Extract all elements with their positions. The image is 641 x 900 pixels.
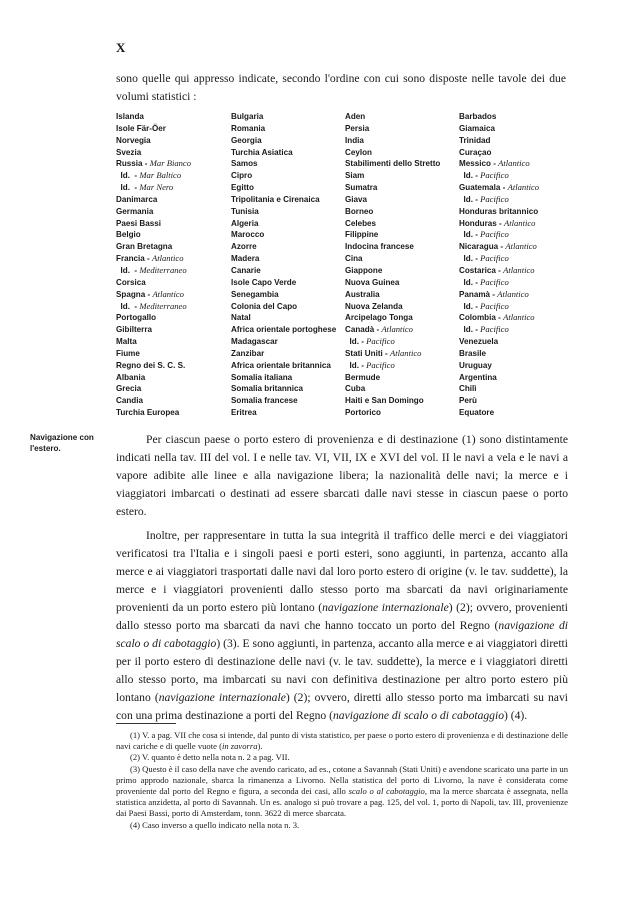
country-entry [231,158,336,170]
country-name: Egitto [231,183,254,193]
country-name: Argentina [459,372,497,382]
country-name: Somalia francese [231,396,298,406]
country-entry [459,360,539,372]
country-entry [459,348,539,360]
country-name: Guatemala - [459,183,508,193]
country-entry [116,218,191,230]
country-entry [459,194,539,206]
country-entry [345,241,440,253]
country-entry [459,336,539,348]
emphasis: navigazione internazionale [322,601,449,614]
country-entry [116,289,191,301]
country-entry [116,407,191,419]
country-name: Portorico [345,408,381,418]
country-name: Sumatra [345,183,378,193]
country-name: Isole Fär-Öer [116,123,166,133]
country-entry [116,147,191,159]
country-name: Senegambia [231,289,279,299]
country-entry [231,372,336,384]
footnote-3: (3) Questo è il caso della nave che avendo caricato, ad es., cotone a Savannah (Stati Uniti) e avendone scaricato una parte in un primo approdo nazionale, sbarca la rimanenza a Livorno. Nella statistica del porto di Livorno, la nave è considerata come proveniente dal porto del Regno e figura, a seconda dei casi, allo scalo o al cabotaggio, ma la merce sbarcata è assegnata, nella statistica anzidetta, al porto di Savannah. Un es. analogo si può trovare a pag. 125, del vol. 1, porto di Napoli, tav. III, provenienze dai Paesi Bassi, porto di Amsterdam, tonn. 3622 di merce sbarcata. [116,763,568,819]
country-name: Colombia - [459,313,504,323]
country-entry [345,324,440,336]
country-entry [345,407,440,419]
country-entry [116,123,191,135]
country-entry [231,289,336,301]
country-entry [459,241,539,253]
country-entry [459,407,539,419]
country-name: Panamà - [459,289,498,299]
country-name: Honduras britannico [459,206,539,216]
country-name: Celebes [345,218,377,228]
country-entry [231,135,336,147]
country-entry [459,170,539,182]
country-entry [459,123,539,135]
country-name: Natal [231,313,251,323]
country-name: Id. - [116,171,140,181]
country-name: Fiume [116,348,140,358]
country-entry [459,135,539,147]
country-name: Id. - [116,265,140,275]
country-name: Romania [231,123,266,133]
country-name: Azorre [231,242,257,252]
country-entry [345,229,440,241]
country-name: Ceylon [345,147,372,157]
country-entry [345,218,440,230]
country-entry [459,206,539,218]
country-name: Turchia Asiatica [231,147,293,157]
country-name: Id. - [459,325,481,335]
emphasis: navigazione di scalo o di cabotaggio [333,709,504,722]
paragraph-1: Per ciascun paese o porto estero di provenienza e di destinazione (1) sono distintamente indicati nella tav. III del vol. I e nelle tav. VI, VII, IX e XVI del vol. II le navi a vela e le navi a vapore adibite alle linee e alla navigazione libera; la nazionalità delle navi; la merce e i viaggiatori imbarcati o destinati ad essere sbarcati dalle navi stesse in ciascun paese o porto estero. [116,433,568,518]
country-name: Cuba [345,384,366,394]
country-name: Eritrea [231,408,257,418]
country-entry [459,182,539,194]
country-name: Grecia [116,384,142,394]
sea-qualifier: Mediterraneo [139,264,187,275]
country-name: Id. - [459,171,481,181]
sea-qualifier: Atlantico [381,324,413,335]
country-name: Cipro [231,171,253,181]
sea-qualifier: Atlantico [503,217,536,228]
country-entry [231,312,336,324]
country-name: Messico - [459,159,499,169]
country-entry [231,147,336,159]
footnote-1: (1) V. a pag. VII che cosa si intende, dal punto di vista statistico, per paese o porto estero di provenienza e di destinazione delle navi cariche e di quelle vuote (in zavorra). [116,730,568,752]
country-name: Africa orientale britannica [231,360,331,370]
country-column-3 [345,111,440,419]
country-entry [345,147,440,159]
country-name: Nuova Guinea [345,277,400,287]
country-entry [345,194,440,206]
country-name: Colonia del Capo [231,301,298,311]
country-name: Nuova Zelanda [345,301,403,311]
footnote-2: (2) V. quanto è detto nella nota n. 2 a pag. VII. [130,752,290,763]
country-name: Madagascar [231,337,278,347]
sea-qualifier: Atlantico [151,253,184,264]
country-entry [116,206,191,218]
country-name: Haiti e San Domingo [345,396,424,406]
footnote-4: (4) Caso inverso a quello indicato nella nota n. 3. [130,819,300,830]
sea-qualifier: Pacifico [366,336,395,347]
country-name: Cina [345,254,363,264]
country-name: Venezuela [459,337,499,347]
country-entry [231,407,336,419]
sea-qualifier: Mar Bianco [149,158,192,169]
country-entry [116,158,191,170]
sea-qualifier: Atlantico [389,347,422,358]
country-entry [116,360,191,372]
country-name: Bulgaria [231,112,264,121]
country-name: Russia - [116,159,150,169]
country-column-4 [459,111,539,419]
country-name: Madera [231,254,260,264]
country-entry [116,170,191,182]
country-name: Filippine [345,230,379,240]
country-name: Somalia britannica [231,384,303,394]
country-entry [345,170,440,182]
country-entry [116,253,191,265]
country-name: Belgio [116,230,141,240]
country-entry [116,395,191,407]
country-name: Samos [231,159,258,169]
country-entry [116,135,191,147]
country-entry [231,360,336,372]
country-entry [345,383,440,395]
country-name: Canadà - [345,325,382,335]
country-name: Aden [345,112,366,121]
country-column-2 [231,111,336,419]
country-name: Tunisia [231,206,259,216]
country-entry [231,336,336,348]
country-name: Svezia [116,147,142,157]
country-name: Algeria [231,218,259,228]
country-entry [459,395,539,407]
country-name: Gibilterra [116,325,152,335]
sea-qualifier: Pacifico [366,359,395,370]
country-name: Georgia [231,135,262,145]
country-entry [345,206,440,218]
country-name: Corsica [116,277,146,287]
country-entry [231,324,336,336]
country-entry [231,253,336,265]
country-name: Giava [345,194,368,204]
country-entry [116,111,191,123]
country-name: Trinidad [459,135,491,145]
country-entry [345,123,440,135]
country-name: Spagna - [116,289,153,299]
country-entry [345,301,440,313]
country-entry [345,135,440,147]
country-entry [459,277,539,289]
body-text [116,431,568,725]
country-entry [459,218,539,230]
country-name: Stabilimenti dello Stretto [345,159,441,169]
country-entry [116,277,191,289]
country-entry [345,158,440,170]
country-entry [459,147,539,159]
country-entry [345,289,440,301]
country-entry [116,229,191,241]
country-name: Id. - [459,254,481,264]
country-name: Costarica - [459,265,504,275]
country-entry [345,348,440,360]
country-name: Indocina francese [345,242,414,252]
footnotes [116,730,568,831]
country-entry [345,336,440,348]
country-name: Id. - [345,337,367,347]
country-column-1 [116,111,191,419]
country-entry [231,383,336,395]
country-entry [116,383,191,395]
country-name: Isole Capo Verde [231,277,297,287]
country-name: Germania [116,206,154,216]
country-entry [231,206,336,218]
country-entry [345,277,440,289]
country-entry [231,241,336,253]
country-entry [459,253,539,265]
sea-qualifier: Mar Baltico [139,170,182,181]
country-entry [345,253,440,265]
country-entry [231,395,336,407]
footnote-divider [116,723,176,724]
country-entry [116,372,191,384]
sea-qualifier: Atlantico [498,158,530,169]
country-name: Id. - [345,360,367,370]
country-entry [231,301,336,313]
country-entry [116,194,191,206]
country-entry [231,277,336,289]
country-entry [116,324,191,336]
country-entry [459,265,539,277]
emphasis: navigazione internazionale [158,691,286,704]
country-name: Zanzibar [231,348,265,358]
country-name: Siam [345,171,365,181]
country-name: Albania [116,372,146,382]
country-entry [345,395,440,407]
sea-qualifier: Pacifico [480,300,509,311]
country-name: Id. - [459,230,481,240]
intro-text: sono quelle qui appresso indicate, secondo l'ordine con cui sono disposte nelle tavole dei due volumi statistici : [116,72,566,103]
country-name: Arcipelago Tonga [345,313,413,323]
country-entry [345,265,440,277]
paragraph-2: Inoltre, per rappresentare in tutta la sua integrità il traffico delle merci e dei viaggiatori verificatosi tra l'Italia e i singoli paesi e porti esteri, sono aggiunti, in partenza, accanto alla merce e ai viaggiatori trasportati dalle navi dal loro porto estero di origine (v. le tav. suddette), la merce e i viaggiatori provenienti dallo stesso porto ma sbarcati da navi originariamente provenienti da un porto estero più lontano (navigazione internazionale) (2); ovvero, provenienti dallo stesso porto ma sbarcati da navi che hanno toccato un porto del Regno (navigazione di scalo o di cabotaggio) (3). E sono aggiunti, in partenza, accanto alla merce e ai viaggiatori diretti per il porto estero di destinazione delle navi (v. le tav. suddette), la merce e i viaggiatori diretti allo stesso porto, ma imbarcati su navi con definitiva destinazione per altro porto estero più lontano (navigazione internazionale) (2); ovvero, diretti allo stesso porto ma imbarcati su navi con una prima destinazione a porti del Regno (navigazione di scalo o di cabotaggio) (4). [116,529,568,722]
country-name: Equatore [459,408,495,418]
sea-qualifier: Atlantico [507,182,540,193]
country-entry [231,182,336,194]
country-entry [459,158,539,170]
country-name: Id. - [459,301,481,311]
country-entry [345,111,440,123]
country-entry [116,336,191,348]
country-entry [116,182,191,194]
country-name: Id. - [116,301,140,311]
country-name: Id. - [116,183,140,193]
page-number: X [116,40,127,55]
sea-qualifier: Pacifico [480,229,509,240]
country-entry [116,265,191,277]
country-name: Australia [345,289,380,299]
country-name: Stati Uniti - [345,348,390,358]
country-name: Uruguay [459,360,492,370]
country-name: India [345,135,364,145]
country-name: Portogallo [116,313,157,323]
sea-qualifier: Mar Nero [139,182,174,193]
sea-qualifier: Pacifico [480,276,509,287]
sea-qualifier: Atlantico [503,312,535,323]
country-name: Nicaragua - [459,242,506,252]
country-entry [459,383,539,395]
country-name: Islanda [116,112,144,121]
country-name: Id. - [459,277,481,287]
sea-qualifier: Atlantico [505,241,537,252]
sidenote: Navigazione con l'estero. [30,433,94,453]
country-name: Regno dei S. C. S. [116,360,186,370]
sea-qualifier: Atlantico [152,288,184,299]
country-name: Honduras - [459,218,504,228]
country-name: Somalia italiana [231,372,293,382]
sea-qualifier: Atlantico [497,288,529,299]
country-name: Chilì [459,384,477,394]
country-name: Id. - [459,194,481,204]
country-name: Giamaica [459,123,495,133]
sea-qualifier: Atlantico [503,264,535,275]
country-name: Norvegia [116,135,151,145]
country-name: Giappone [345,265,383,275]
country-entry [459,289,539,301]
country-name: Malta [116,337,137,347]
country-entry [345,372,440,384]
country-entry [459,372,539,384]
country-entry [231,194,336,206]
country-name: Persia [345,123,370,133]
country-name: Canarie [231,265,261,275]
country-name: Paesi Bassi [116,218,161,228]
country-entry [116,312,191,324]
country-name: Barbados [459,112,497,121]
sea-qualifier: Pacifico [480,324,509,335]
emphasis: navigazione di scalo o di cabotaggio [116,619,568,650]
country-entry [231,170,336,182]
sea-qualifier: Pacifico [480,193,509,204]
country-name: Tripolitania e Cirenaica [231,194,320,204]
country-name: Marocco [231,230,265,240]
country-entry [459,312,539,324]
country-entry [231,123,336,135]
country-entry [116,241,191,253]
country-entry [231,265,336,277]
country-name: Perù [459,396,477,406]
country-entry [116,348,191,360]
country-entry [231,111,336,123]
sea-qualifier: Pacifico [480,170,509,181]
country-name: Curaçao [459,147,492,157]
sea-qualifier: Pacifico [480,253,509,264]
country-entry [231,218,336,230]
country-entry [116,301,191,313]
country-name: Francia - [116,254,152,264]
country-name: Gran Bretagna [116,242,173,252]
country-name: Borneo [345,206,374,216]
country-entry [459,111,539,123]
country-entry [459,301,539,313]
country-name: Candia [116,396,143,406]
country-entry [459,324,539,336]
country-name: Danimarca [116,194,158,204]
country-entry [345,182,440,194]
country-name: Turchia Europea [116,408,180,418]
country-name: Africa orientale portoghese [231,325,337,335]
sea-qualifier: Mediterraneo [139,300,187,311]
country-name: Brasile [459,348,486,358]
country-name: Bermude [345,372,381,382]
country-entry [459,229,539,241]
country-entry [345,360,440,372]
country-entry [231,229,336,241]
country-entry [231,348,336,360]
country-entry [345,312,440,324]
